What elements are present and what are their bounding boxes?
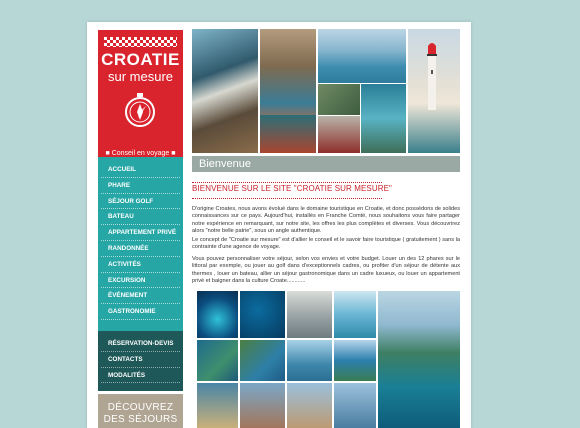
heading-divider-top [192, 182, 382, 183]
compass-icon [124, 92, 156, 128]
photo-coast-bay [361, 84, 406, 153]
gallery-photo-bay[interactable] [287, 340, 332, 381]
gallery-photo-diver[interactable] [240, 291, 285, 338]
secondary-navigation [98, 331, 183, 391]
gallery-photo-village[interactable] [287, 383, 332, 428]
heading-divider-bottom [192, 198, 382, 199]
page-heading: BIENVENUE SUR LE SITE "CROATIE SUR MESURE" [192, 184, 392, 193]
nav-item-contacts[interactable]: CONTACTS [101, 352, 180, 368]
nav-item-phare[interactable]: PHARE [101, 178, 180, 194]
intro-paragraph: D'origine Croates, nous avons évolué dans le domaine touristique en Croatie, et donc possédons de solides connaissances sur ce pays. Aujourd'hui, installés en Franche Comté, nous souhaitons vous faire partager notre expérience en remarquant, sur notre site, les offres les plus complètes et diverses. Vous découvrirez alors "notre belle patrie", sous un angle authentique. [192, 206, 460, 235]
nav-item-accueil[interactable]: ACCUEIL [101, 162, 180, 178]
logo-title: CROATIE [101, 50, 180, 69]
main-navigation [98, 157, 183, 332]
nav-item-sejour-golf[interactable]: SÉJOUR GOLF [101, 194, 180, 210]
site-logo[interactable] [98, 30, 183, 167]
gallery-photo-harbor[interactable] [197, 383, 238, 428]
logo-tagline: ■ Conseil en voyage ■ [105, 150, 176, 157]
photo-building [318, 116, 360, 153]
gallery-photo-grotto[interactable] [197, 291, 238, 338]
nav-item-modalites[interactable]: MODALITÉS [101, 368, 180, 384]
gallery-photo-statue[interactable] [287, 291, 332, 338]
promo-line-2: DES SÉJOURS [103, 414, 178, 425]
photo-shutters [260, 115, 316, 153]
nav-item-bateau[interactable]: BATEAU [101, 209, 180, 225]
gallery-photo-cliffs[interactable] [334, 291, 376, 338]
offer-paragraph: Vous pouvez personnaliser votre séjour, selon vos envies et votre budget. Louer un des 12 phares sur le littoral par exemple, ou jouer au golf dans d'exceptionnels cadres, ou profiter d'un séjour de détente aux thermes , louer un bateau, allier un séjour gastronomique dans un cadre luxueux, ou louer un appartement privé et baigner dans la culture Croate............ [192, 256, 460, 285]
photo-market-awnings [192, 29, 258, 153]
gallery-photo-coastline[interactable] [334, 383, 376, 428]
nav-item-activites[interactable]: ACTIVITÉS [101, 257, 180, 273]
gallery-photo-pine-rock[interactable] [378, 291, 460, 428]
gallery-photo-archipelago[interactable] [240, 340, 285, 381]
nav-item-evenement[interactable]: ÉVÉNEMENT [101, 288, 180, 304]
promo-banner[interactable] [98, 394, 183, 428]
nav-item-appartement-prive[interactable]: APPARTEMENT PRIVÉ [101, 225, 180, 241]
gallery-photo-islands-aerial[interactable] [197, 340, 238, 381]
photo-garden [318, 84, 360, 115]
checkerboard-pattern [104, 37, 177, 47]
nav-item-gastronomie[interactable]: GASTRONOMIE [101, 304, 180, 320]
gallery-photo-peninsula[interactable] [334, 340, 376, 381]
promo-line-1: DÉCOUVREZ [107, 402, 174, 413]
photo-beach-swimmers [318, 29, 406, 83]
logo-subtitle: sur mesure [107, 69, 174, 84]
nav-item-reservation-devis[interactable]: RÉSERVATION-DEVIS [101, 336, 180, 352]
gallery-photo-old-town[interactable] [240, 383, 285, 428]
nav-item-randonnee[interactable]: RANDONNÉE [101, 241, 180, 257]
lighthouse-icon [425, 40, 439, 110]
concept-paragraph: Le concept de "Croatie sur mesure" est d'allier le conseil et le savoir faire touristique ( gratuitement ) sans la contrainte d'une agence de voyage. [192, 237, 460, 251]
nav-item-excursion[interactable]: EXCURSION [101, 273, 180, 289]
page-container [87, 22, 471, 428]
welcome-banner: Bienvenue [192, 156, 460, 172]
